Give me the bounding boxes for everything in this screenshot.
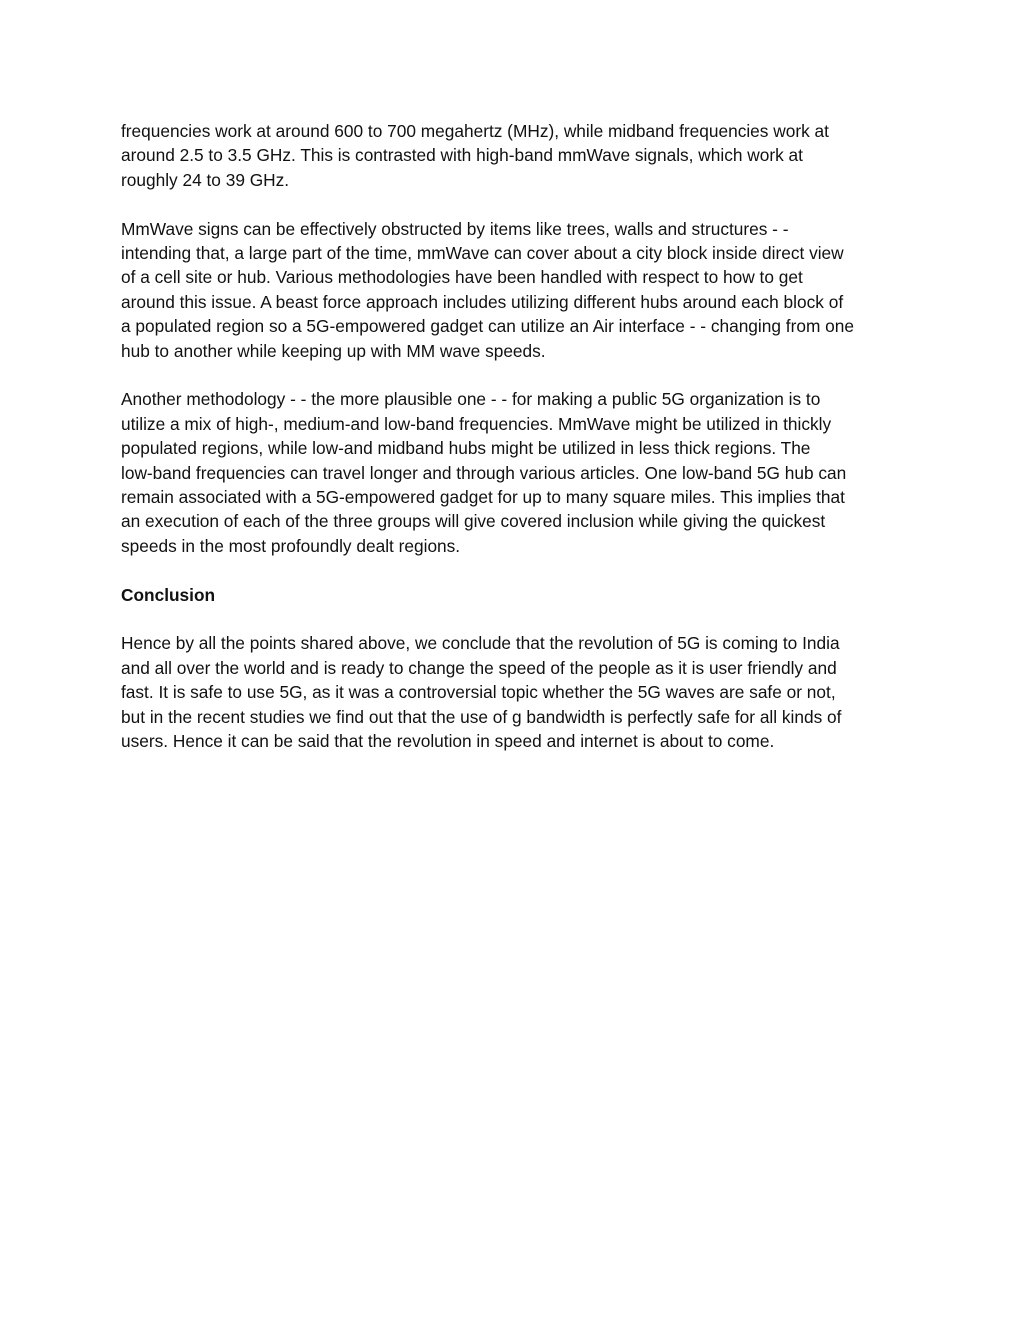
paragraph-methodology: Another methodology - - the more plausible one - - for making a public 5G organization is to utilize a mix of high-, medium-and low-band frequencies. MmWave might be utilized in thickly populated regions, while low-and midband hubs might be utilized in less thick regions. The low-band frequencies can travel longer and through various articles. One low-band 5G hub can remain associated with a 5G-empowered gadget for up to many square miles. This implies that an execution of each of the three groups will give covered inclusion while giving the quickest speeds in the most profoundly dealt regions. [121,389,847,556]
document-body [121,119,911,778]
paragraph-frequencies: frequencies work at around 600 to 700 megahertz (MHz), while midband frequencies work at around 2.5 to 3.5 GHz. This is contrasted with high-band mmWave signals, which work at roughly 24 to 39 GHz. [121,121,829,190]
conclusion-heading: Conclusion [121,584,216,605]
paragraph-conclusion: Hence by all the points shared above, we conclude that the revolution of 5G is coming to India and all over the world and is ready to change the speed of the people as it is user friendly and fast. It is safe to use 5G, as it was a controversial topic whether the 5G waves are safe or not, but in the recent studies we find out that the use of g bandwidth is perfectly safe for all kinds of users. Hence it can be said that the revolution in speed and internet is about to come. [121,633,842,752]
paragraph-mmwave-obstruction: MmWave signs can be effectively obstructed by items like trees, walls and structures - - intending that, a large part of the time, mmWave can cover about a city block inside direct view of a cell site or hub. Various methodologies have been handled with respect to how to get around this issue. A beast force approach includes utilizing different hubs around each block of a populated region so a 5G-empowered gadget can utilize an Air interface - - changing from one hub to another while keeping up with MM wave speeds. [121,218,854,361]
